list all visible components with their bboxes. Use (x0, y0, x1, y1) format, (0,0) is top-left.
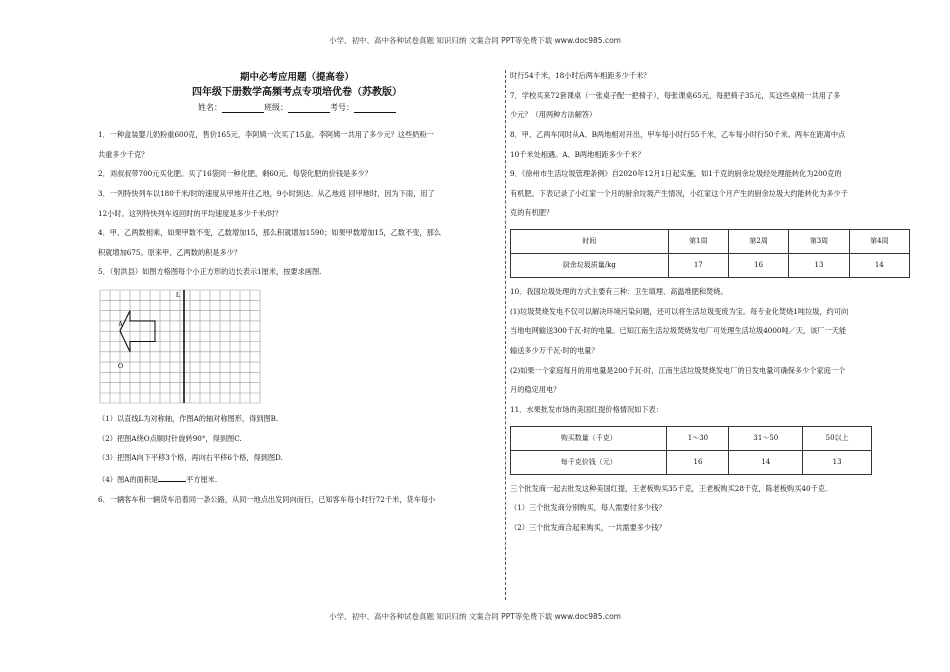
page-header: 小学、初中、高中各种试卷真题 知识归纳 文案合同 PPT等免费下载 www.doc985.com (329, 36, 621, 45)
exam-subtitle: 四年级下册数学高频考点专项培优卷（苏教版） (192, 87, 402, 99)
right-column (510, 72, 912, 544)
question-4-cont: 积就增加675。原来甲、乙两数的积是多少？ (98, 247, 242, 257)
page-footer: 小学、初中、高中各种试卷真题 知识归纳 文案合同 PPT等免费下载 www.doc985.com (329, 612, 621, 621)
grid-figure (98, 288, 268, 403)
question-2: 2．刘叔叔带700元买化肥。买了16袋同一种化肥，剩60元。每袋化肥的价钱是多少？ (98, 169, 372, 179)
table-cell: 16 (728, 254, 788, 278)
question-10-1: (1)垃圾焚烧发电不仅可以解决环境污染问题，还可以将生活垃圾变废为宝。每专业化焚烧1吨垃圾，约可向 (510, 306, 849, 316)
question-8: 8．甲、乙两车同时从A、B两地相对开出，甲车每小时行55千米，乙车每小时行50千米。两车在距离中点 (510, 129, 846, 139)
table-cell: 每千克价钱（元） (511, 450, 667, 474)
question-5-4-end: 平方厘米. (186, 475, 218, 485)
question-7: 7．学校买来72套课桌（一张桌子配一把椅子），每张课桌65元，每把椅子35元，买这些桌椅一共用了多 (510, 90, 841, 100)
table-cell: 31～50 (729, 426, 803, 450)
class-blank[interactable] (288, 104, 330, 113)
question-10-2-cont: 月的稳定用电？ (510, 385, 561, 395)
table-cell: 13 (803, 450, 872, 474)
table-cell: 14 (849, 254, 909, 278)
name-label: 姓名： (198, 103, 222, 113)
grid-svg (98, 288, 268, 406)
table-row (511, 230, 910, 254)
question-11-1: （1）三个批发商分别购买，每人需要付多少钱？ (510, 503, 666, 513)
question-10: 10．我国垃圾处理的方式主要有三种：卫生填埋、高温堆肥和焚烧。 (510, 287, 728, 297)
question-11-2: （2）三个批发商合起来购买，一共需要多少钱？ (510, 522, 666, 532)
question-4: 4．甲、乙两数相乘，如果甲数不变，乙数增加15，那么积就增加1590；如果甲数增加15，乙数不变，那么 (98, 228, 442, 238)
table-header-cell: 第1周 (668, 230, 728, 254)
question-6: 6．一辆客车和一辆货车沿着同一条公路，从同一地点出发同向而行，已知客车每小时行72千米，货车每小 (98, 494, 436, 504)
table-cell: 16 (667, 450, 729, 474)
question-6-cont: 时行54千米，18小时后两车相距多少千米？ (510, 71, 651, 80)
question-10-1-cont: 当地电网输送300千瓦·时的电量。已知江南生活垃圾焚烧发电厂可处理生活垃圾4000吨／天，该厂一天能 (510, 326, 847, 336)
question-10-1-cont2: 输送多少万千瓦·时的电量？ (510, 346, 599, 356)
grid-lines (100, 290, 260, 403)
table-row (511, 426, 872, 450)
question-9: 9．《徐州市生活垃圾管理条例》自2020年12月1日起实施，如1千克的厨余垃圾经处理能转化为200克的 (510, 169, 842, 179)
question-5: 5．（射洪县）如图方格图每个小正方形的边长表示1厘米，按要求画图. (98, 267, 322, 277)
table-cell: 17 (668, 254, 728, 278)
label-o: O (118, 362, 124, 371)
question-5-4 (98, 474, 496, 485)
question-5-1: （1）以直线L为对称轴，作图A的轴对称图形，得到图B. (98, 414, 279, 424)
table-cell: 购买数量（千克） (511, 426, 667, 450)
question-8-cont: 10千米处相遇。A、B两地相距多少千米？ (510, 149, 645, 159)
question-9-cont: 有机肥。下表记录了小红家一个月的厨余垃圾产生情况，小红家这个月产生的厨余垃圾大约能转化为多少千 (510, 188, 848, 198)
table-header-cell: 第3周 (789, 230, 849, 254)
table-row (511, 254, 910, 278)
question-5-2: （2）把图A绕O点顺时针旋转90°，得到图C. (98, 433, 242, 443)
table-header-cell: 第2周 (728, 230, 788, 254)
question-5-3: （3）把图A向下平移3个格，再向右平移6个格，得到图D. (98, 453, 283, 463)
table-cell: 13 (789, 254, 849, 278)
id-label: 考号： (330, 103, 354, 113)
question-11-cont: 三个批发商一起去批发这种美国红提，王老板购买35千克，王老板购买28千克，陈老板购买40千克. (510, 483, 828, 493)
question-3-cont: 12小时。这列特快列车返回时的平均速度是多少千米/时？ (98, 208, 283, 218)
exam-title: 期中必考应用题（提高卷） (239, 72, 354, 83)
class-label: 班级： (264, 103, 288, 113)
table-header-cell: 时间 (511, 230, 669, 254)
name-blank[interactable] (222, 104, 264, 113)
student-info-bar (98, 103, 496, 113)
table-row (511, 450, 872, 474)
table-row-label: 厨余垃圾质量/kg (511, 254, 669, 278)
left-column (98, 72, 496, 515)
question-10-2: (2)如果一个家庭每月的用电量是200千瓦·时，江南生活垃圾焚烧发电厂的日发电量可确保多少个家庭一个 (510, 365, 846, 375)
answer-blank[interactable] (158, 474, 186, 482)
id-blank[interactable] (354, 104, 396, 113)
label-l: L (176, 291, 181, 300)
question-1: 1．一种盒装婴儿奶粉重600克，售价165元，李阿姨一次买了15盒。李阿姨一共用了多少元？这些奶粉一 (98, 129, 434, 139)
table-cell: 1～30 (667, 426, 729, 450)
table-header-cell: 第4周 (849, 230, 909, 254)
table-cell: 14 (729, 450, 803, 474)
question-3: 3．一列特快列车以180千米/时的速度从甲地开往乙地，9小时到达。从乙地返 回甲地时，因为下雨，用了 (98, 188, 435, 198)
label-a: A (118, 320, 124, 329)
question-9-cont2: 克的有机肥？ (510, 208, 554, 218)
question-11: 11．水果批发市场的美国红提价格情况如下表： (510, 404, 663, 414)
table-cell: 50以上 (803, 426, 872, 450)
question-1-cont: 共重多少千克？ (98, 149, 149, 159)
price-table (510, 426, 872, 475)
column-divider (505, 70, 506, 600)
question-7-cont: 少元？（用两种方法解答） (510, 110, 597, 120)
waste-table (510, 229, 910, 278)
question-5-4-start: （4）图A的面积是 (98, 475, 159, 485)
